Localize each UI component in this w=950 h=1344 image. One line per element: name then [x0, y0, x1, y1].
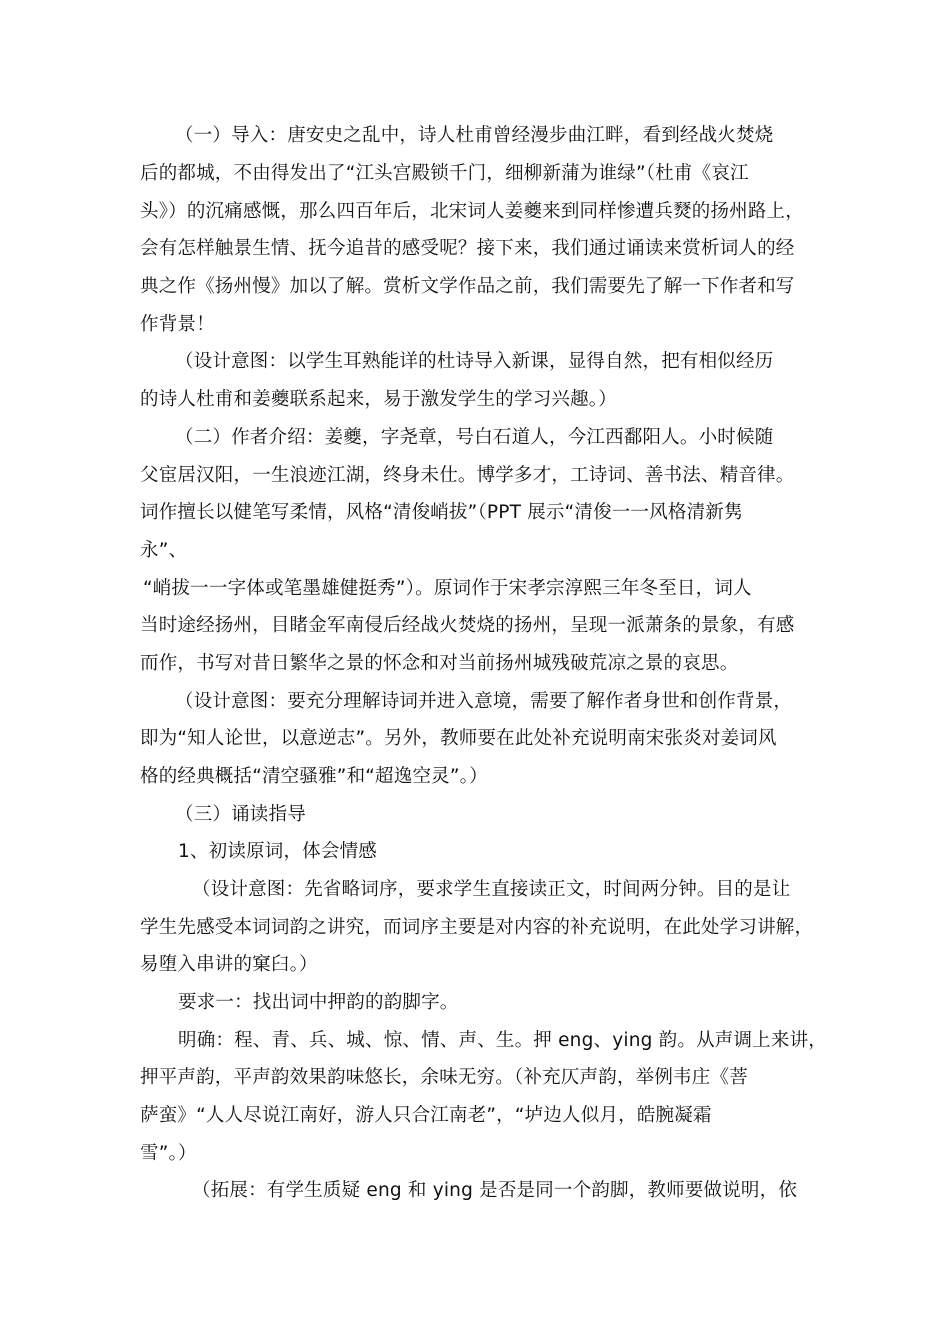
clarify-line-1: 明确：程、青、兵、城、惊、情、声、生。押 eng、ying 韵。从声调上来讲，: [178, 1030, 827, 1051]
design-intent-2-line-2: 即为“知人论世，以意逆志”。另外，教师要在此处补充说明南宋张炎对姜词风: [140, 728, 777, 749]
design-intent-2-line-3: 格的经典概括“清空骚雅”和“超逸空灵”。）: [140, 766, 488, 787]
paragraph-author-line-3: 词作擅长以健笔写柔情，风格“清俊峭拔”（PPT 展示“清俊一一风格清新隽: [140, 502, 743, 523]
paragraph-author-line-1: （二）作者介绍：姜夔，字尧章，号白石道人，今江西鄱阳人。小时候随: [175, 427, 774, 448]
paragraph-author-line-7: 而作，书写对昔日繁华之景的怀念和对当前扬州城残破荒凉之景的哀思。: [140, 653, 739, 674]
paragraph-author-line-6: 当时途经扬州，目睹金军南侵后经战火焚烧的扬州，呈现一派萧条的景象，有感: [140, 615, 795, 636]
extension-line-1: （拓展：有学生质疑 eng 和 ying 是否是同一个韵脚，教师要做说明，依: [192, 1180, 798, 1201]
subheading-first-reading: 1、初读原词，体会情感: [178, 841, 377, 862]
paragraph-intro-line-5: 典之作《扬州慢》加以了解。赏析文学作品之前，我们需要先了解一下作者和写: [140, 276, 795, 297]
design-intent-3-line-3: 易堕入串讲的窠臼。）: [140, 954, 318, 975]
clarify-line-3: 萨蛮》“人人尽说江南好，游人只合江南老”，“垆边人似月，皓腕凝霜: [140, 1105, 712, 1126]
paragraph-author-line-2: 父宦居汉阳，一生浪迹江湖，终身未仕。博学多才，工诗词、善书法、精音律。: [140, 465, 795, 486]
paragraph-author-line-4: 永”、: [140, 540, 188, 561]
paragraph-intro-line-1: （一）导入：唐安史之乱中，诗人杜甫曾经漫步曲江畔，看到经战火焚烧: [175, 125, 774, 146]
clarify-line-2: 押平声韵，平声韵效果韵味悠长，余味无穷。（补充仄声韵，举例韦庄《菩: [140, 1067, 748, 1088]
requirement-one: 要求一：找出词中押韵的韵脚字。: [178, 992, 459, 1013]
design-intent-1-line-2: 的诗人杜甫和姜夔联系起来，易于激发学生的学习兴趣。）: [140, 389, 617, 410]
paragraph-intro-line-2: 后的都城，不由得发出了“江头宫殿锁千门，细柳新蒲为谁绿”（杜甫《哀江: [140, 163, 749, 184]
clarify-line-4: 雪”。）: [140, 1143, 197, 1164]
paragraph-intro-line-4: 会有怎样触景生情、抚今追昔的感受呢？接下来，我们通过诵读来赏析词人的经: [140, 238, 795, 259]
design-intent-3-line-1: （设计意图：先省略词序，要求学生直接读正文，时间两分钟。目的是让: [192, 879, 791, 900]
design-intent-2-line-1: （设计意图：要充分理解诗词并进入意境，需要了解作者身世和创作背景，: [175, 691, 793, 712]
design-intent-1-line-1: （设计意图：以学生耳熟能详的杜诗导入新课，显得自然，把有相似经历: [175, 351, 774, 372]
design-intent-3-line-2: 学生先感受本词词韵之讲究，而词序主要是对内容的补充说明，在此处学习讲解，: [140, 917, 814, 938]
section-heading-reading: （三）诵读指导: [175, 804, 306, 825]
paragraph-author-line-5: “峭拔一一字体或笔墨雄健挺秀”）。原词作于宋孝宗淳熙三年冬至日，词人: [143, 578, 752, 599]
paragraph-intro-line-3: 头》）的沉痛感慨，那么四百年后，北宋词人姜夔来到同样惨遭兵燹的扬州路上，: [140, 201, 804, 222]
paragraph-intro-line-6: 作背景！: [140, 314, 215, 335]
